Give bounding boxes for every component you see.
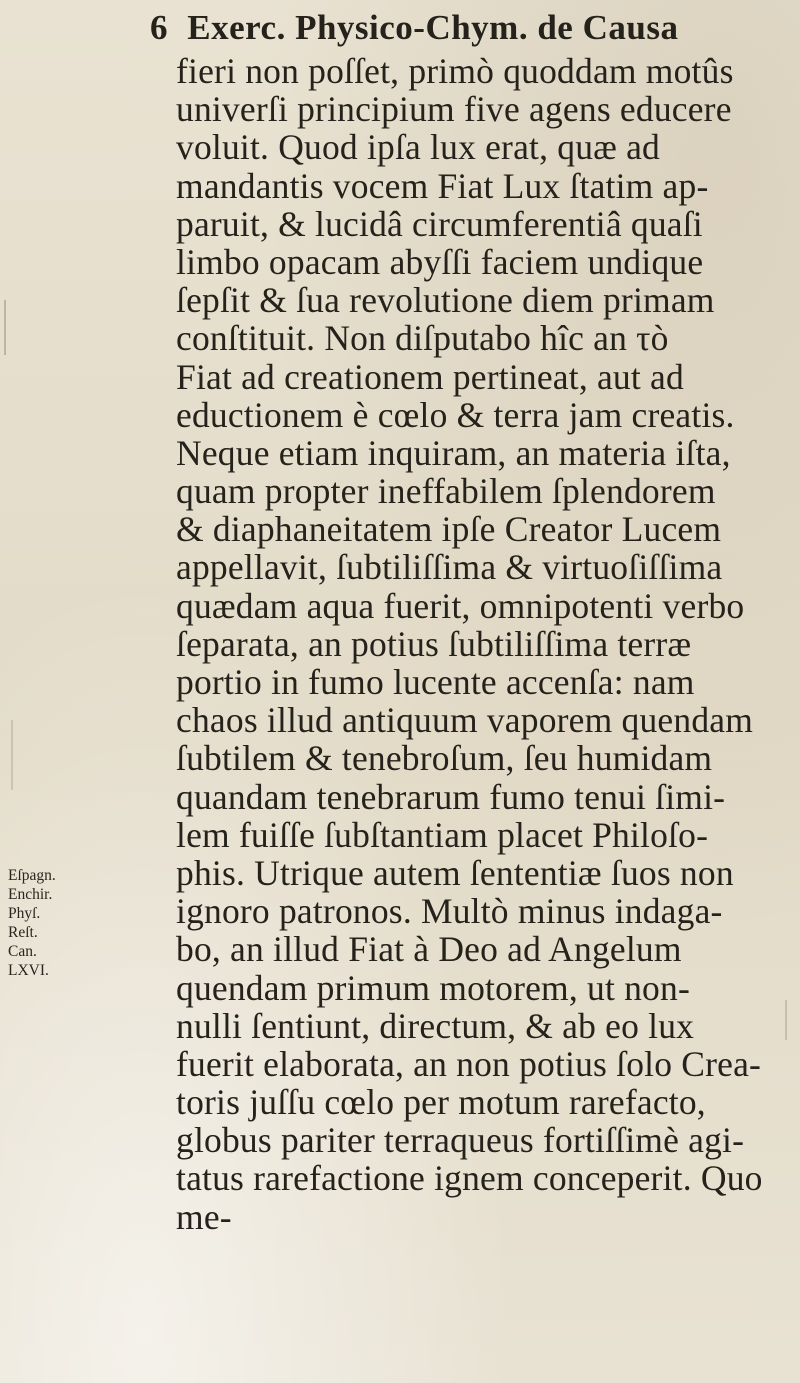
text-line: ſubtilem & tenebroſum, ſeu humidam: [176, 738, 713, 779]
text-line: conſtituit. Non diſputabo hîc an τò: [176, 318, 669, 359]
text-line: tatus rarefactione ignem conceperit. Quo: [176, 1158, 763, 1199]
text-line: quam propter ineffabilem ſplendorem: [176, 471, 716, 512]
text-line: Neque etiam inquiram, an materia iſta,: [176, 432, 731, 473]
page-number: 6: [150, 8, 168, 47]
margin-note-line: Reſt.: [8, 924, 38, 941]
show-through-mark: [4, 300, 6, 355]
text-line: univerſi principium five agens educere: [176, 89, 732, 130]
margin-note-line: Can.: [8, 943, 37, 960]
text-line: bo, an illud Fiat à Deo ad Angelum: [176, 929, 682, 970]
margin-note-line: Phyſ.: [8, 905, 41, 922]
text-line: fieri non poſſet, primò quoddam motûs: [176, 51, 734, 91]
margin-note-line: Enchir.: [8, 886, 53, 903]
text-line: toris juſſu cœlo per motum rarefacto,: [176, 1082, 706, 1123]
text-line: quædam aqua fuerit, omnipotenti verbo: [176, 585, 745, 626]
text-line: fuerit elaborata, an non potius ſolo Crea-: [176, 1043, 762, 1084]
text-line: chaos illud antiquum vaporem quendam: [176, 700, 754, 741]
show-through-mark: [11, 720, 13, 790]
text-line: lem fuiſſe ſubſtantiam placet Philoſo-: [176, 814, 709, 855]
text-line: ſeparata, an potius ſubtiliſſima terræ: [176, 623, 692, 664]
text-line: phis. Utrique autem ſententiæ ſuos non: [176, 852, 734, 893]
text-line: mandantis vocem Fiat Lux ſtatim ap-: [176, 165, 709, 206]
text-line: portio in fumo lucente accenſa: nam: [176, 662, 695, 702]
show-through-mark: [785, 1000, 787, 1040]
text-line: voluit. Quod ipſa lux erat, quæ ad: [176, 127, 661, 168]
text-line: Fiat ad creationem pertineat, aut ad: [176, 356, 684, 397]
running-header: [150, 8, 790, 52]
text-line: quandam tenebrarum fumo tenui ſimi-: [176, 776, 726, 817]
text-line: quendam primum motorem, ut non-: [176, 967, 690, 1008]
margin-note: [8, 866, 88, 980]
text-line: me-: [176, 1196, 232, 1237]
text-line: nulli ſentiunt, directum, & ab eo lux: [176, 1005, 695, 1046]
margin-note-line: LXVI.: [8, 962, 49, 979]
text-line: globus pariter terraqueus fortiſſimè agi-: [176, 1120, 745, 1161]
text-line: & diaphaneitatem ipſe Creator Lucem: [176, 509, 722, 550]
text-line: paruit, & lucidâ circumferentiâ quaſi: [176, 203, 703, 244]
text-line: ſepſit & ſua revolutione diem primam: [176, 280, 715, 321]
text-line: eductionem è cœlo & terra jam creatis.: [176, 394, 735, 435]
margin-note-line: Eſpagn.: [8, 867, 56, 884]
text-line: ignoro patronos. Multò minus indaga-: [176, 891, 723, 932]
text-line: limbo opacam abyſſi faciem undique: [176, 241, 704, 282]
running-title: Exerc. Physico-Chym. de Causa: [187, 8, 679, 47]
body-text: [176, 52, 781, 1236]
text-line: appellavit, ſubtiliſſima & virtuoſiſſima: [176, 547, 723, 588]
